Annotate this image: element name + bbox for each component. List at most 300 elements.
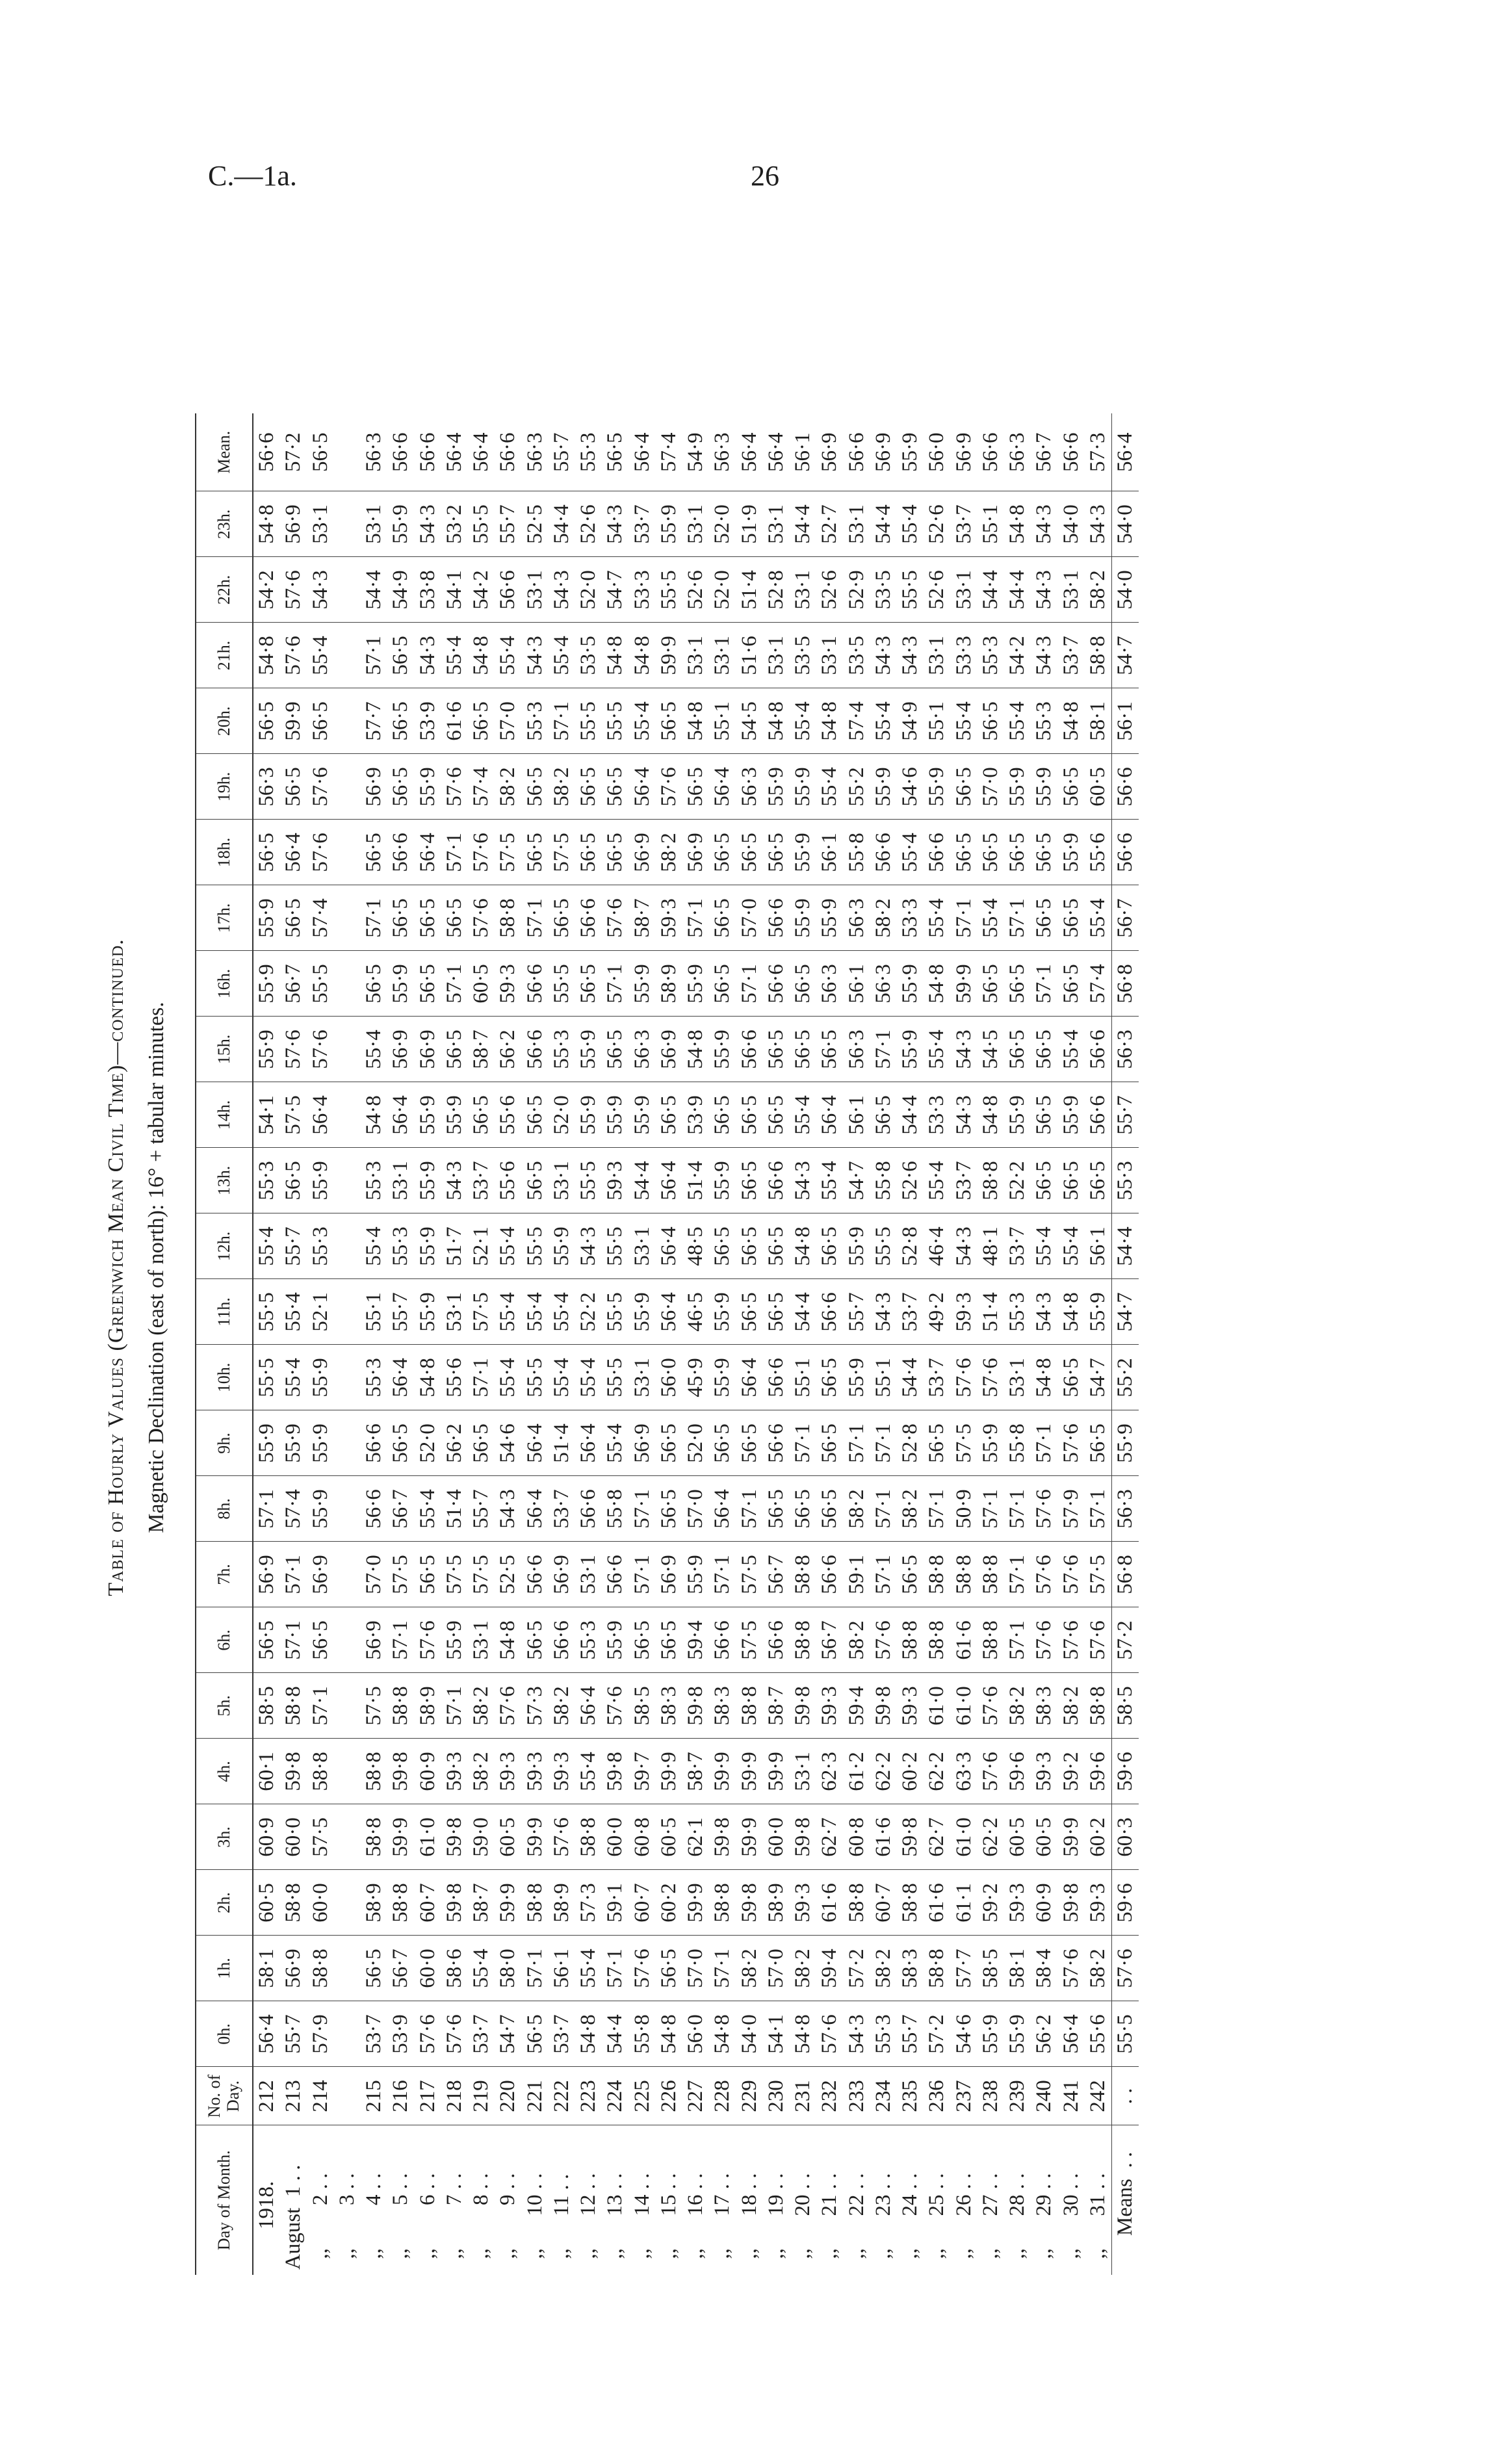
value: 58·8 (281, 1883, 305, 1923)
value: 55·9 (791, 767, 814, 807)
value: 55·3 (549, 1030, 573, 1069)
value: 58·8 (898, 1883, 922, 1923)
value: 56·4 (389, 1095, 413, 1135)
value: 57·6 (469, 898, 493, 938)
value: 52·1 (469, 1226, 493, 1266)
value: 52·0 (549, 1095, 573, 1135)
value: 52·1 (308, 1292, 332, 1332)
value-cell (897, 1542, 1031, 1607)
value: 56·5 (898, 1555, 922, 1594)
value: 55·4 (549, 636, 573, 675)
value: 54·6 (898, 767, 922, 807)
value-cell (361, 1804, 495, 1870)
value: 56·5 (255, 1620, 278, 1660)
value: 56·5 (684, 767, 707, 807)
value: 52·7 (818, 504, 842, 544)
value-cell (629, 1148, 763, 1213)
value: 54·5 (978, 1030, 1002, 1069)
mean-value: 60·3 (1112, 1804, 1139, 1870)
value: 60·5 (255, 1883, 278, 1923)
value: 52·8 (764, 570, 788, 610)
value: 54·3 (1032, 504, 1056, 544)
value: 53·1 (389, 1161, 413, 1200)
value: 62·1 (684, 1817, 707, 1857)
value: 54·3 (442, 1161, 466, 1200)
value: 58·3 (1032, 1686, 1056, 1726)
value: 55·9 (1005, 2014, 1029, 2054)
value: 54·3 (871, 636, 895, 675)
value: 57·0 (684, 1949, 707, 1988)
value-cell (253, 820, 361, 885)
value: 55·9 (898, 1030, 922, 1069)
value: 56·9 (952, 432, 976, 472)
value: 54·8 (925, 964, 949, 1004)
value-cell (1031, 2001, 1111, 2067)
value: 54·3 (871, 1292, 895, 1332)
table-subtitle: Magnetic Declination (east of north): 16° + tabular minutes. (144, 1002, 168, 1533)
value: 55·5 (603, 1226, 627, 1266)
value: 55·9 (978, 1423, 1002, 1463)
value: 61·0 (925, 1686, 949, 1726)
value-cell (1031, 1213, 1111, 1279)
column-header: 3h. (196, 1804, 253, 1870)
value-cell (253, 1476, 361, 1542)
value: 55·4 (1059, 1226, 1083, 1266)
value: 58·3 (898, 1949, 922, 1988)
value: 56·6 (523, 1030, 547, 1069)
value: 60·2 (656, 1883, 680, 1923)
value: 53·7 (362, 2014, 385, 2054)
value: 57·0 (737, 898, 761, 938)
value-cell (629, 951, 763, 1017)
page-number: 26 (751, 160, 779, 192)
value-cell (763, 1607, 897, 1673)
value: 56·5 (1005, 964, 1029, 1004)
column-header: 5h. (196, 1673, 253, 1739)
value: 55·8 (1005, 1423, 1029, 1463)
value: 58·9 (656, 964, 680, 1004)
value: 56·9 (818, 432, 842, 472)
value: 54·3 (549, 570, 573, 610)
value: 54·1 (764, 2014, 788, 2054)
value-cell (1031, 1345, 1111, 1410)
day-number-cell (253, 2067, 361, 2125)
value: 57·2 (925, 2014, 949, 2054)
value: 57·6 (952, 1358, 976, 1397)
value: 58·2 (791, 1949, 814, 1988)
value: 55·9 (308, 1489, 332, 1529)
value: 56·5 (469, 701, 493, 741)
value: 55·5 (603, 1358, 627, 1397)
value: 48·1 (978, 1226, 1002, 1266)
value: 57·1 (281, 1620, 305, 1660)
value: 56·5 (576, 833, 600, 872)
value: 56·5 (791, 964, 814, 1004)
day-number: 219 (469, 2080, 493, 2112)
value: 54·8 (603, 636, 627, 675)
value: 57·6 (1032, 1489, 1056, 1529)
value-cell (253, 1936, 361, 2001)
value: 54·8 (791, 1226, 814, 1266)
value: 57·6 (871, 1620, 895, 1660)
value: 56·5 (389, 636, 413, 675)
value: 56·6 (389, 432, 413, 472)
value: 56·6 (362, 1423, 385, 1463)
mean-value: 54·0 (1112, 491, 1139, 557)
value: 58·2 (656, 833, 680, 872)
value-cell (629, 557, 763, 623)
value: 57·3 (576, 1883, 600, 1923)
value: 54·0 (737, 2014, 761, 2054)
value: 59·3 (1005, 1883, 1029, 1923)
value: 56·5 (415, 1555, 439, 1594)
value: 56·5 (1059, 767, 1083, 807)
value: 59·8 (389, 1752, 413, 1791)
value: 56·5 (630, 1620, 654, 1660)
value: 53·3 (898, 898, 922, 938)
value-cell (897, 1936, 1031, 2001)
value: 55·9 (1005, 1095, 1029, 1135)
day-label: ,, 23 . . (871, 2173, 895, 2270)
day-number: 218 (442, 2080, 466, 2112)
value: 54·4 (791, 504, 814, 544)
value-cell (897, 1607, 1031, 1673)
value: 55·2 (844, 767, 868, 807)
value-cell (253, 1410, 361, 1476)
day-number: 241 (1059, 2080, 1083, 2112)
day-label: ,, 4 . . (362, 2173, 385, 2270)
value: 57·3 (523, 1686, 547, 1726)
value: 57·1 (442, 1686, 466, 1726)
value: 57·1 (871, 1423, 895, 1463)
value: 55·7 (496, 504, 520, 544)
value: 61·6 (871, 1817, 895, 1857)
value: 56·6 (496, 432, 520, 472)
value: 56·5 (523, 1620, 547, 1660)
value: 58·1 (1085, 701, 1109, 741)
value: 55·4 (952, 701, 976, 741)
value: 59·3 (523, 1752, 547, 1791)
value: 55·4 (496, 1226, 520, 1266)
value: 55·9 (255, 1030, 278, 1069)
value: 55·4 (898, 833, 922, 872)
value-cell (495, 1148, 628, 1213)
value: 55·4 (308, 636, 332, 675)
value-cell (361, 1936, 495, 2001)
value-cell (763, 1148, 897, 1213)
value: 59·1 (844, 1555, 868, 1594)
mean-value: 54·7 (1112, 1279, 1139, 1345)
value: 55·9 (791, 898, 814, 938)
value: 55·1 (710, 701, 734, 741)
value: 58·8 (737, 1686, 761, 1726)
value: 59·8 (281, 1752, 305, 1791)
value: 59·9 (389, 1817, 413, 1857)
mean-value: 56·7 (1112, 885, 1139, 951)
value-cell (629, 413, 763, 491)
value: 60·1 (255, 1752, 278, 1791)
value: 53·9 (415, 701, 439, 741)
value: 56·6 (764, 898, 788, 938)
value: 56·6 (415, 432, 439, 472)
day-number: 221 (523, 2080, 547, 2112)
value: 55·3 (523, 701, 547, 741)
value: 54·5 (737, 701, 761, 741)
value-cell (495, 1673, 628, 1739)
value: 53·7 (630, 504, 654, 544)
value: 55·1 (362, 1292, 385, 1332)
value: 56·5 (255, 833, 278, 872)
value: 57·9 (308, 2014, 332, 2054)
mean-value: 54·4 (1112, 1213, 1139, 1279)
value-cell (897, 1476, 1031, 1542)
value: 55·5 (469, 504, 493, 544)
value: 56·5 (710, 833, 734, 872)
value: 56·5 (308, 1620, 332, 1660)
column-header: No. of Day. (196, 2067, 253, 2125)
value: 55·6 (442, 1358, 466, 1397)
value-cell (629, 623, 763, 688)
value: 56·6 (496, 570, 520, 610)
value: 55·9 (898, 964, 922, 1004)
value: 57·6 (1059, 1949, 1083, 1988)
value: 56·5 (281, 1161, 305, 1200)
value-cell (897, 2001, 1031, 2067)
value: 55·9 (308, 1161, 332, 1200)
table-title: Table of Hourly Values (Greenwich Mean Civil Time)—continued. (104, 939, 128, 1596)
value-cell (361, 2001, 495, 2067)
value: 52·2 (1005, 1161, 1029, 1200)
value: 56·9 (281, 504, 305, 544)
value-cell (1031, 1082, 1111, 1148)
value: 55·7 (281, 1226, 305, 1266)
value: 54·8 (684, 1030, 707, 1069)
value: 58·8 (925, 1949, 949, 1988)
value: 59·9 (952, 964, 976, 1004)
value: 59·3 (818, 1686, 842, 1726)
value: 53·1 (844, 504, 868, 544)
value: 59·6 (1005, 1752, 1029, 1791)
value: 56·7 (764, 1555, 788, 1594)
value-cell (763, 1017, 897, 1082)
value-cell (1031, 1279, 1111, 1345)
value: 51·7 (442, 1226, 466, 1266)
value: 57·6 (442, 2014, 466, 2054)
column-header: 22h. (196, 557, 253, 623)
value: 60·0 (603, 1817, 627, 1857)
day-number: 223 (576, 2080, 600, 2112)
value: 56·4 (630, 432, 654, 472)
value: 56·5 (362, 964, 385, 1004)
value: 53·1 (576, 1555, 600, 1594)
mean-value: 55·2 (1112, 1345, 1139, 1410)
value-cell (763, 1476, 897, 1542)
value: 55·5 (898, 570, 922, 610)
value: 52·6 (818, 570, 842, 610)
day-cell (629, 2125, 763, 2275)
value: 53·8 (415, 570, 439, 610)
value: 55·4 (925, 898, 949, 938)
value-cell (1031, 1476, 1111, 1542)
value-cell (897, 1345, 1031, 1410)
value: 54·9 (898, 701, 922, 741)
value: 57·1 (844, 1423, 868, 1463)
value: 55·1 (871, 1358, 895, 1397)
column-header: 12h. (196, 1213, 253, 1279)
day-label: ,, 30 . . (1059, 2173, 1083, 2270)
value: 55·3 (1005, 1292, 1029, 1332)
value: 55·9 (1059, 1095, 1083, 1135)
value: 55·9 (415, 1226, 439, 1266)
day-label: ,, 6 . . (415, 2173, 439, 2270)
value-cell (1031, 1542, 1111, 1607)
value-cell (253, 1345, 361, 1410)
value: 55·1 (925, 701, 949, 741)
value: 58·8 (978, 1555, 1002, 1594)
day-label: ,, 27 . . (978, 2173, 1002, 2270)
value: 57·1 (281, 1555, 305, 1594)
value: 55·5 (656, 570, 680, 610)
value: 55·9 (710, 1292, 734, 1332)
value: 53·1 (469, 1620, 493, 1660)
value-cell (253, 1739, 361, 1804)
value: 56·4 (656, 1292, 680, 1332)
value: 55·4 (496, 1292, 520, 1332)
value: 54·2 (469, 570, 493, 610)
value-cell (629, 1345, 763, 1410)
value-cell (253, 1017, 361, 1082)
value-cell (897, 1082, 1031, 1148)
day-number-cell (897, 2067, 1031, 2125)
value: 56·5 (710, 1095, 734, 1135)
day-number: 216 (389, 2080, 413, 2112)
value: 57·1 (1032, 1423, 1056, 1463)
value: 56·5 (818, 1358, 842, 1397)
day-group (629, 413, 763, 2275)
value: 58·5 (630, 1686, 654, 1726)
value: 56·5 (389, 1423, 413, 1463)
value: 58·3 (710, 1686, 734, 1726)
value: 57·1 (1032, 964, 1056, 1004)
value: 55·4 (576, 1358, 600, 1397)
value: 57·1 (737, 1489, 761, 1529)
day-number: 212 (255, 2080, 278, 2112)
value-cell (361, 557, 495, 623)
value-cell (763, 951, 897, 1017)
value: 61·6 (442, 701, 466, 741)
value-cell (253, 1870, 361, 1936)
value: 56·6 (925, 833, 949, 872)
value: 56·4 (656, 1226, 680, 1266)
value-cell (1031, 491, 1111, 557)
mean-value: 56·8 (1112, 951, 1139, 1017)
value: 58·2 (871, 898, 895, 938)
value: 58·7 (630, 898, 654, 938)
value: 55·4 (630, 701, 654, 741)
value: 56·5 (737, 1161, 761, 1200)
value: 58·8 (389, 1883, 413, 1923)
value-cell (763, 1870, 897, 1936)
value: 58·9 (362, 1883, 385, 1923)
value: 53·1 (362, 504, 385, 544)
day-label: ,, 20 . . (791, 2173, 814, 2270)
value-cell (897, 557, 1031, 623)
value: 56·5 (764, 833, 788, 872)
value: 56·4 (1059, 2014, 1083, 2054)
value: 56·5 (1032, 1095, 1056, 1135)
value: 56·9 (308, 1555, 332, 1594)
value: 54·8 (1059, 1292, 1083, 1332)
day-cell (763, 2125, 897, 2275)
value: 54·4 (603, 2014, 627, 2054)
value: 55·9 (576, 1095, 600, 1135)
value: 59·2 (1059, 1752, 1083, 1791)
value: 56·4 (415, 833, 439, 872)
value: 55·9 (710, 1030, 734, 1069)
mean-value: 55·7 (1112, 1082, 1139, 1148)
value: 54·8 (255, 636, 278, 675)
value: 56·5 (791, 1489, 814, 1529)
value: 57·1 (630, 1555, 654, 1594)
value: 53·3 (925, 1095, 949, 1135)
value: 56·6 (362, 1489, 385, 1529)
value: 58·8 (576, 1817, 600, 1857)
value: 53·3 (630, 570, 654, 610)
value: 53·1 (710, 636, 734, 675)
value: 59·9 (684, 1883, 707, 1923)
value: 56·5 (737, 1226, 761, 1266)
value: 57·1 (791, 1423, 814, 1463)
value: 54·3 (898, 636, 922, 675)
value: 56·5 (656, 1423, 680, 1463)
value: 57·1 (308, 1686, 332, 1726)
value-cell (1031, 1936, 1111, 2001)
value: 55·1 (791, 1358, 814, 1397)
value: 56·3 (523, 432, 547, 472)
value-cell (1031, 1148, 1111, 1213)
value: 57·1 (523, 1949, 547, 1988)
day-label: ,, 11 . . (549, 2173, 573, 2270)
value: 56·5 (523, 1095, 547, 1135)
value: 54·8 (656, 2014, 680, 2054)
value: 55·9 (710, 1358, 734, 1397)
value: 53·1 (791, 570, 814, 610)
value-cell (897, 1739, 1031, 1804)
value: 53·1 (630, 1226, 654, 1266)
day-label: ,, 24 . . (898, 2173, 922, 2270)
value: 57·4 (281, 1489, 305, 1529)
day-group (495, 413, 628, 2275)
value: 56·5 (255, 701, 278, 741)
value: 55·9 (1085, 1292, 1109, 1332)
value: 58·1 (1005, 1949, 1029, 1988)
mean-value: 55·9 (1112, 1410, 1139, 1476)
value: 55·9 (415, 1292, 439, 1332)
value: 58·2 (898, 1489, 922, 1529)
value: 55·4 (818, 1161, 842, 1200)
value: 56·5 (791, 1030, 814, 1069)
day-label: ,, 16 . . (684, 2173, 707, 2270)
value: 56·5 (710, 964, 734, 1004)
value: 55·4 (1059, 1030, 1083, 1069)
value: 56·6 (1059, 432, 1083, 472)
column-header: 17h. (196, 885, 253, 951)
value: 56·5 (818, 1226, 842, 1266)
value-cell (763, 1739, 897, 1804)
value: 58·2 (871, 1949, 895, 1988)
column-header: 8h. (196, 1476, 253, 1542)
value: 54·4 (898, 1095, 922, 1135)
